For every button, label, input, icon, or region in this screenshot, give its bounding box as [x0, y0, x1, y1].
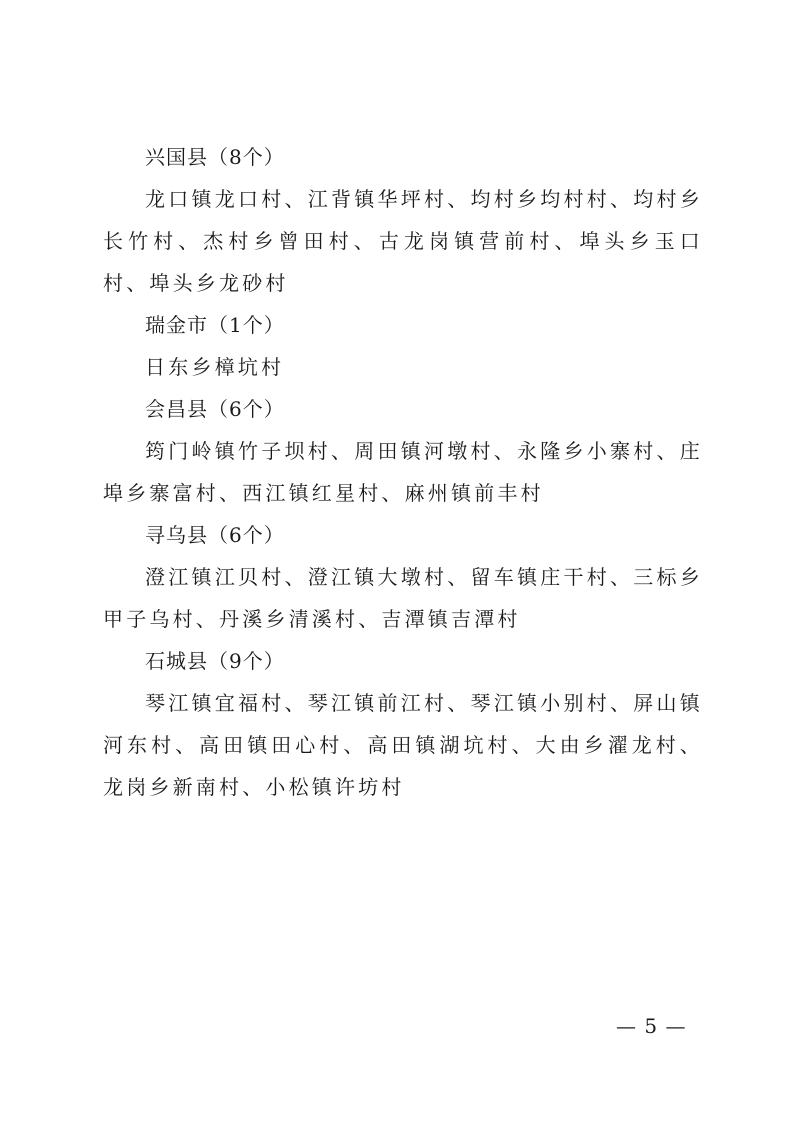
county-heading-huichang: 会昌县（6个）: [145, 397, 285, 421]
village-list-xunwu: 澄江镇江贝村、澄江镇大墩村、留车镇庄干村、三标乡甲子乌村、丹溪乡清溪村、吉潭镇吉潭村: [103, 565, 703, 631]
page-number: — 5 —: [616, 1014, 687, 1038]
village-list-huichang: 筠门岭镇竹子坝村、周田镇河墩村、永隆乡小寨村、庄埠乡寨富村、西江镇红星村、麻州镇前丰村: [103, 439, 703, 505]
county-heading-xingguo: 兴国县（8个）: [145, 145, 285, 169]
village-list-ruijin: 日东乡樟坑村: [145, 355, 285, 379]
county-heading-ruijin: 瑞金市（1个）: [145, 313, 285, 337]
village-list-shicheng: 琴江镇宜福村、琴江镇前江村、琴江镇小别村、屏山镇河东村、高田镇田心村、高田镇湖坑村、大由乡濯龙村、龙岗乡新南村、小松镇许坊村: [103, 691, 703, 799]
document-body: [103, 136, 703, 808]
county-heading-xunwu: 寻乌县（6个）: [145, 523, 285, 547]
village-list-xingguo: 龙口镇龙口村、江背镇华坪村、均村乡均村村、均村乡长竹村、杰村乡曾田村、古龙岗镇营前村、埠头乡玉口村、埠头乡龙砂村: [103, 187, 703, 295]
county-heading-shicheng: 石城县（9个）: [145, 649, 285, 673]
